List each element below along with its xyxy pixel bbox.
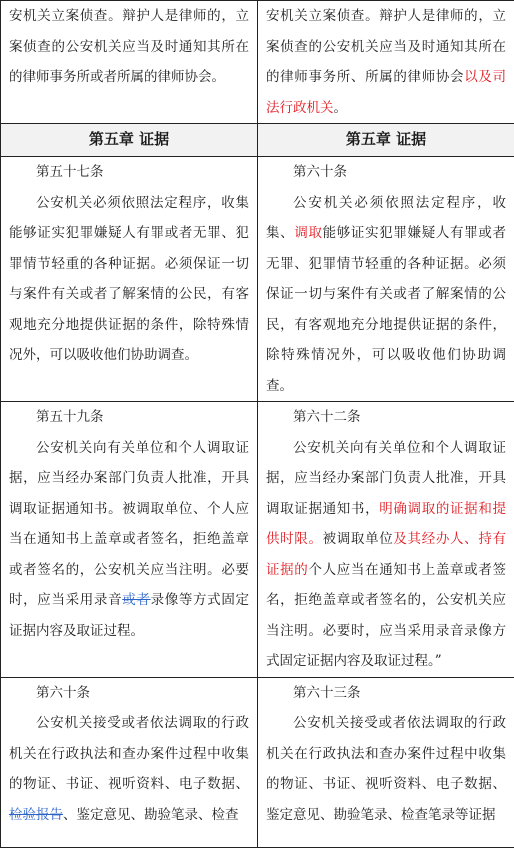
left-article-cell — [1, 402, 258, 678]
paragraph — [9, 1, 249, 93]
text-segment: 个人应当在通知书上盖章或者签名，拒绝盖章或者签名的，公安机关应当注明。必要时，应当采用录音录像方式固定证据内容及取证过程。” — [266, 562, 506, 670]
article-body — [9, 433, 249, 647]
left-article-cell — [1, 677, 258, 847]
inserted-text: 调取 — [294, 225, 322, 241]
table-row — [1, 402, 514, 678]
right-article-cell — [258, 677, 514, 847]
text-segment: 公安机关必须依照法定程序，收集能够证实犯罪嫌疑人有罪或者无罪、犯罪情节轻重的各种证据。必须保证一切与案件有关或者了解案情的公民，有客观地充分地提供证据的条件，除特殊情况外，可以吸收他们协助调查。 — [9, 195, 249, 364]
article-number: 第六十三条 — [266, 678, 506, 709]
table-row — [1, 677, 514, 847]
text-segment: 公安机关向有关单位和个人调取证据，应当经办案部门负责人批准，开具调取证据通知书。被调取单位、个人应当在通知书上盖章或者签名，拒绝盖章或者签名的，公安机关应当注明。必要时，应当采用录音 — [9, 440, 249, 609]
text-segment: 。 — [334, 100, 348, 116]
article-number: 第六十条 — [266, 157, 506, 188]
text-segment: 能够证实犯罪嫌疑人有罪或者无罪、犯罪情节轻重的各种证据。必须保证一切与案件有关或者了解案情的公民，有客观地充分地提供证据的条件，除特殊情况外，可以吸收他们协助调查。 — [266, 225, 506, 394]
article-body — [266, 708, 506, 830]
article-body — [266, 433, 506, 677]
text-segment: 安机关立案侦查。辩护人是律师的，立案侦查的公安机关应当及时通知其所在的律师事务所、所属的律师协会 — [266, 8, 506, 85]
text-segment: 公安机关接受或者依法调取的行政机关在行政执法和查办案件过程中收集的物证、书证、视听资料、电子数据、 — [9, 715, 249, 792]
text-segment: 公安机关必须依照法定程序，收集、 — [266, 195, 506, 242]
inserted-text: 及其经办人、持有证据的 — [266, 531, 506, 578]
chapter-row — [1, 124, 514, 157]
table-row — [1, 157, 514, 402]
text-segment: 、鉴定意见、勘验笔录、检查 — [63, 807, 239, 823]
inserted-text: 明确调取的证据和提供时限。 — [266, 501, 506, 548]
deleted-text: 或者 — [122, 592, 150, 608]
chapter-title-left: 第五章 证据 — [1, 124, 258, 157]
table-row — [1, 1, 514, 124]
article-body — [266, 188, 506, 402]
text-segment: 被调取单位 — [323, 531, 394, 547]
article-number: 第六十条 — [9, 678, 249, 709]
text-segment: 公安机关接受或者依法调取的行政机关在行政执法和查办案件过程中收集的物证、书证、视听资料、电子数据、鉴定意见、勘验笔录、检查笔录等证据 — [266, 715, 506, 823]
article-number: 第五十七条 — [9, 157, 249, 188]
left-cell-continuation — [1, 1, 258, 124]
article-number: 第六十二条 — [266, 402, 506, 433]
right-article-cell — [258, 402, 514, 678]
text-segment: 安机关立案侦查。辩护人是律师的，立案侦查的公安机关应当及时通知其所在的律师事务所或者所属的律师协会。 — [9, 8, 249, 85]
left-article-cell — [1, 157, 258, 402]
right-article-cell — [258, 157, 514, 402]
text-segment: 公安机关向有关单位和个人调取证据，应当经办案部门负责人批准，开具调取证据通知书， — [266, 440, 506, 517]
paragraph — [266, 1, 506, 123]
right-cell-continuation — [258, 1, 514, 124]
inserted-text: 以及司法行政机关 — [266, 69, 506, 116]
deleted-text: 检验报告 — [9, 807, 63, 823]
article-number: 第五十九条 — [9, 402, 249, 433]
article-body — [9, 708, 249, 830]
article-body — [9, 188, 249, 371]
text-segment: 录像等方式固定证据内容及取证过程。 — [9, 592, 249, 639]
chapter-title-right: 第五章 证据 — [258, 124, 514, 157]
